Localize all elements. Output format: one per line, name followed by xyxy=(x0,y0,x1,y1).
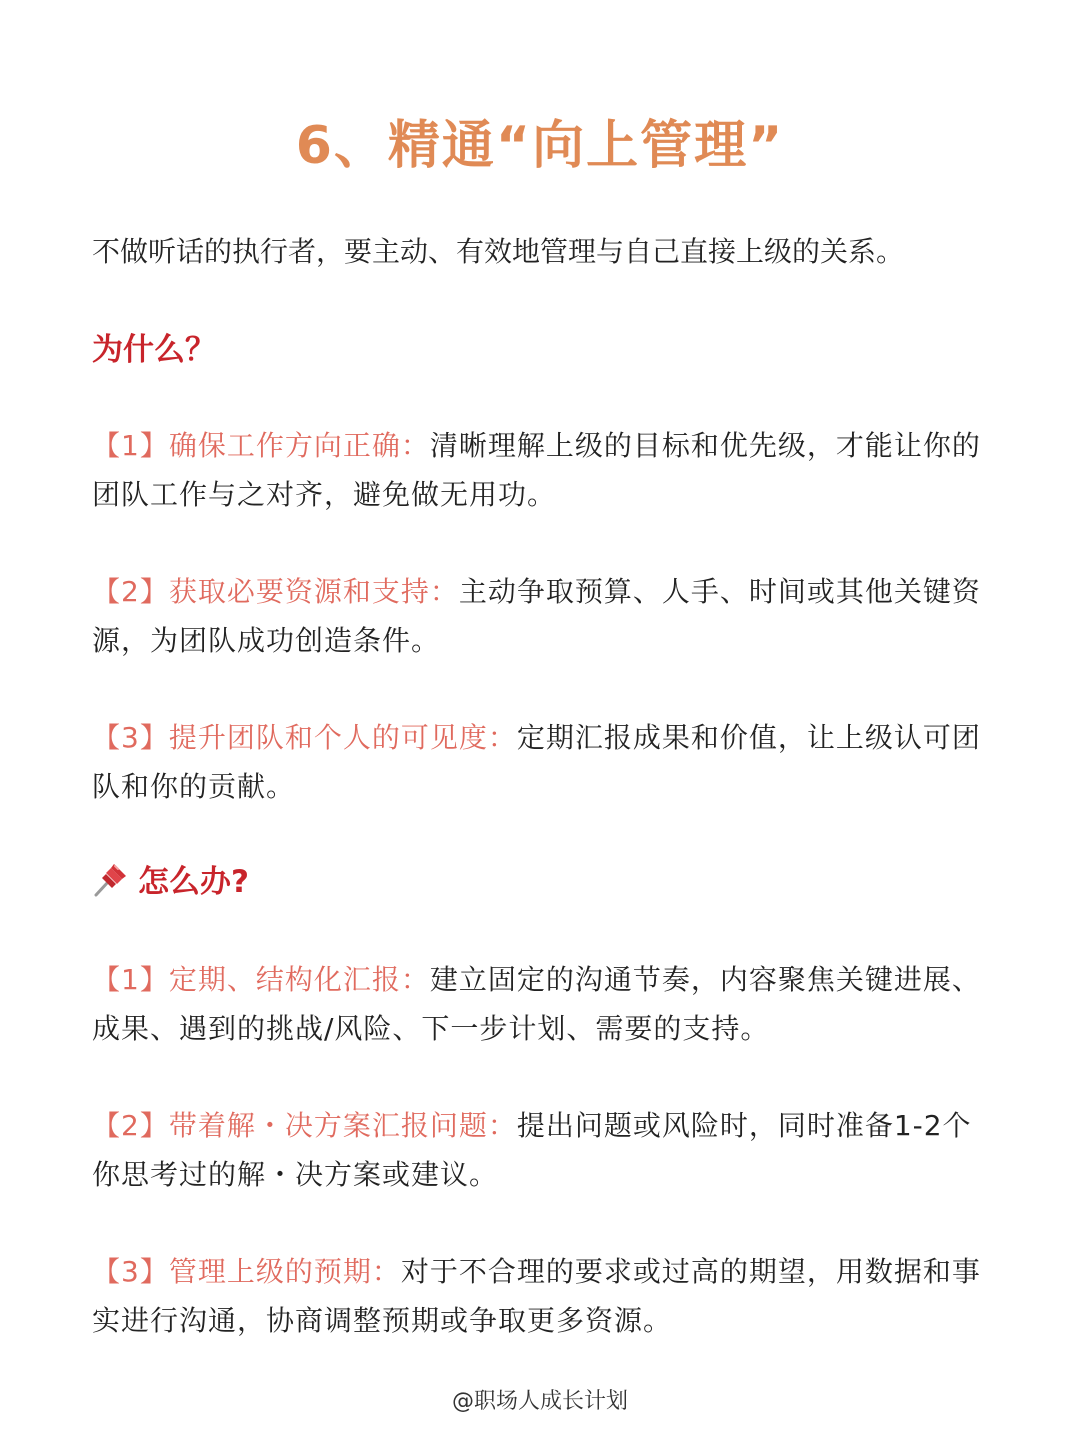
footer-credit: @职场人成长计划 xyxy=(451,1389,628,1414)
how-item-2 xyxy=(92,1101,984,1199)
how-heading: 怎么办? xyxy=(138,864,249,900)
why-item-2-label: 【2】获取必要资源和支持： xyxy=(92,575,459,608)
how-item-2-text: 提出问题或风险时，同时准备1-2个你思考过的解・决方案或建议。 xyxy=(92,1109,972,1191)
how-item-3-label: 【3】管理上级的预期： xyxy=(92,1255,401,1288)
pushpin-icon xyxy=(92,862,130,898)
why-item-1-label: 【1】确保工作方向正确： xyxy=(92,429,430,462)
why-item-1-text: 清晰理解上级的目标和优先级，才能让你的团队工作与之对齐，避免做无用功。 xyxy=(92,429,981,511)
how-item-2-label: 【2】带着解・决方案汇报问题： xyxy=(92,1109,517,1142)
how-heading-row xyxy=(92,858,249,906)
why-heading: 为什么？ xyxy=(92,332,216,368)
why-item-1 xyxy=(92,421,984,519)
why-item-3-label: 【3】提升团队和个人的可见度： xyxy=(92,721,517,754)
why-item-3 xyxy=(92,713,984,811)
how-item-3-text: 对于不合理的要求或过高的期望，用数据和事实进行沟通，协商调整预期或争取更多资源。 xyxy=(92,1255,981,1337)
how-item-1 xyxy=(92,955,984,1053)
how-item-1-label: 【1】定期、结构化汇报： xyxy=(92,963,430,996)
why-item-3-text: 定期汇报成果和价值，让上级认可团队和你的贡献。 xyxy=(92,721,981,803)
how-item-1-text: 建立固定的沟通节奏，内容聚焦关键进展、成果、遇到的挑战/风险、下一步计划、需要的支持。 xyxy=(92,963,981,1045)
why-item-2 xyxy=(92,567,984,665)
how-item-3 xyxy=(92,1247,984,1345)
why-item-2-text: 主动争取预算、人手、时间或其他关键资源，为团队成功创造条件。 xyxy=(92,575,981,657)
page-title: 6、精通“向上管理” xyxy=(295,116,785,176)
intro-text: 不做听话的执行者，要主动、有效地管理与自己直接上级的关系。 xyxy=(92,235,905,268)
